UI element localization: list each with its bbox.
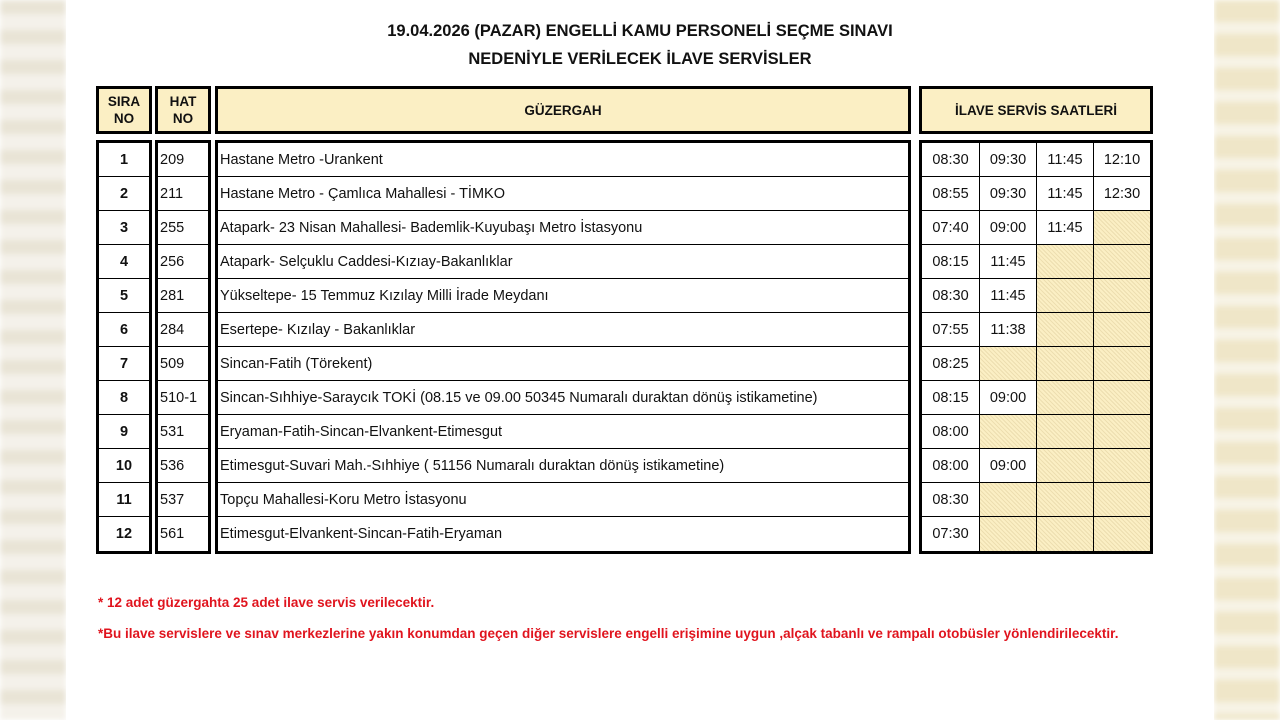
table-row-hat bbox=[158, 415, 208, 449]
document-title-line2: NEDENİYLE VERİLECEK İLAVE SERVİSLER bbox=[468, 50, 812, 68]
servis-saati-cell: 07:40 bbox=[932, 219, 969, 236]
table-row-sira bbox=[99, 279, 149, 313]
document-title-line1: 19.04.2026 (PAZAR) ENGELLİ KAMU PERSONELİ SEÇME SINAVI bbox=[387, 22, 893, 40]
column-sira bbox=[96, 140, 152, 554]
hat-no-cell: 209 bbox=[160, 151, 185, 168]
servis-saati-cell: 11:38 bbox=[979, 313, 1036, 346]
sira-no-cell: 11 bbox=[116, 491, 132, 508]
table-row-sira bbox=[99, 245, 149, 279]
table-row-hat bbox=[158, 517, 208, 551]
servis-saati-cell: 09:00 bbox=[979, 211, 1036, 244]
empty-time-cell bbox=[1093, 313, 1150, 346]
servis-saati-cell: 12:10 bbox=[1093, 143, 1150, 176]
servis-saati-cell: 08:25 bbox=[932, 355, 969, 372]
table-row-hat bbox=[158, 245, 208, 279]
servis-saati-cell: 09:30 bbox=[979, 143, 1036, 176]
table-row-sira bbox=[99, 347, 149, 381]
table-row-guzergah bbox=[218, 347, 908, 381]
empty-time-cell bbox=[979, 415, 1036, 448]
table-row-guzergah bbox=[218, 211, 908, 245]
table-row-saatler bbox=[922, 415, 1150, 449]
sira-no-cell: 4 bbox=[119, 253, 129, 270]
guzergah-cell: Topçu Mahallesi-Koru Metro İstasyonu bbox=[220, 491, 467, 508]
table-row-saatler bbox=[922, 483, 1150, 517]
header-sira-no bbox=[96, 86, 152, 134]
table-row-saatler bbox=[922, 279, 1150, 313]
empty-time-cell bbox=[1036, 279, 1093, 312]
empty-time-cell bbox=[1093, 483, 1150, 516]
servis-saati-cell: 09:00 bbox=[979, 449, 1036, 482]
hat-no-cell: 561 bbox=[160, 526, 185, 542]
table-row-guzergah bbox=[218, 449, 908, 483]
table-row-hat bbox=[158, 347, 208, 381]
empty-time-cell bbox=[1093, 279, 1150, 312]
sira-no-cell: 3 bbox=[119, 219, 129, 236]
servis-saati-cell: 11:45 bbox=[1036, 177, 1093, 210]
servis-saati-cell: 11:45 bbox=[979, 279, 1036, 312]
column-servis-saatleri bbox=[919, 140, 1153, 554]
table-row-saatler bbox=[922, 313, 1150, 347]
guzergah-cell: Yükseltepe- 15 Temmuz Kızılay Milli İrade Meydanı bbox=[220, 287, 549, 304]
note-accessible-buses: *Bu ilave servislere ve sınav merkezlerine yakın konumdan geçen diğer servislere engelli erişimine uygun ,alçak tabanlı ve rampalı otobüsler yönlendirilecektir. bbox=[98, 626, 1119, 641]
hat-no-cell: 531 bbox=[160, 423, 185, 440]
guzergah-cell: Etimesgut-Elvankent-Sincan-Fatih-Eryaman bbox=[220, 526, 503, 542]
blurred-background-right bbox=[1214, 0, 1280, 720]
hat-no-cell: 211 bbox=[160, 185, 184, 202]
table-row-saatler bbox=[922, 347, 1150, 381]
servis-saati-cell: 09:00 bbox=[979, 381, 1036, 414]
guzergah-cell: Esertepe- Kızılay - Bakanlıklar bbox=[220, 321, 416, 338]
table-row-guzergah bbox=[218, 143, 908, 177]
servis-saati-cell: 12:30 bbox=[1093, 177, 1150, 210]
hat-no-cell: 537 bbox=[160, 491, 185, 508]
guzergah-cell: Etimesgut-Suvari Mah.-Sıhhiye ( 51156 Numaralı duraktan dönüş istikametine) bbox=[220, 457, 725, 474]
guzergah-cell: Sincan-Fatih (Törekent) bbox=[220, 355, 373, 372]
document-sheet bbox=[66, 0, 1214, 720]
guzergah-cell: Sincan-Sıhhiye-Saraycık TOKİ (08.15 ve 09.00 50345 Numaralı duraktan dönüş istikametine) bbox=[220, 389, 818, 406]
header-sira-line1: SIRA bbox=[107, 94, 141, 109]
table-row-hat bbox=[158, 381, 208, 415]
column-hat bbox=[155, 140, 211, 554]
servis-saati-cell: 07:30 bbox=[932, 526, 969, 542]
table-row-sira bbox=[99, 483, 149, 517]
sira-no-cell: 1 bbox=[119, 151, 129, 168]
servis-saati-cell: 08:55 bbox=[932, 185, 969, 202]
guzergah-cell: Atapark- Selçuklu Caddesi-Kızıay-Bakanlıklar bbox=[220, 253, 513, 270]
table-row-sira bbox=[99, 177, 149, 211]
empty-time-cell bbox=[1093, 347, 1150, 380]
sira-no-cell: 12 bbox=[115, 526, 133, 542]
empty-time-cell bbox=[1093, 245, 1150, 278]
table-row-guzergah bbox=[218, 483, 908, 517]
guzergah-cell: Hastane Metro -Urankent bbox=[220, 151, 383, 168]
servis-saati-cell: 11:45 bbox=[979, 245, 1036, 278]
table-row-hat bbox=[158, 279, 208, 313]
table-row-saatler bbox=[922, 381, 1150, 415]
servis-saati-cell: 08:00 bbox=[932, 423, 969, 440]
empty-time-cell bbox=[1036, 449, 1093, 482]
empty-time-cell bbox=[1093, 449, 1150, 482]
hat-no-cell: 509 bbox=[160, 355, 185, 372]
servis-saati-cell: 07:55 bbox=[932, 321, 969, 338]
servis-saati-cell: 08:30 bbox=[932, 151, 969, 168]
table-row-saatler bbox=[922, 449, 1150, 483]
servis-saati-cell: 08:15 bbox=[932, 253, 969, 270]
empty-time-cell bbox=[979, 483, 1036, 516]
note-service-count: * 12 adet güzergahta 25 adet ilave servis verilecektir. bbox=[98, 595, 435, 610]
table-row-guzergah bbox=[218, 313, 908, 347]
servis-saati-cell: 08:30 bbox=[932, 491, 969, 508]
empty-time-cell bbox=[1036, 313, 1093, 346]
table-row-hat bbox=[158, 483, 208, 517]
table-row-saatler bbox=[922, 143, 1150, 177]
header-sira-line2: NO bbox=[113, 111, 135, 126]
column-guzergah bbox=[215, 140, 911, 554]
servis-saati-cell: 11:45 bbox=[1036, 211, 1093, 244]
header-hat-no bbox=[155, 86, 211, 134]
empty-time-cell bbox=[1093, 517, 1150, 551]
table-row-guzergah bbox=[218, 279, 908, 313]
table-row-sira bbox=[99, 415, 149, 449]
empty-time-cell bbox=[979, 517, 1036, 551]
table-row-saatler bbox=[922, 177, 1150, 211]
sira-no-cell: 8 bbox=[119, 389, 129, 406]
header-guzergah: GÜZERGAH bbox=[215, 86, 911, 134]
servis-saati-cell: 08:00 bbox=[932, 457, 969, 474]
empty-time-cell bbox=[1093, 415, 1150, 448]
sira-no-cell: 6 bbox=[119, 321, 129, 338]
header-hat-line2: NO bbox=[172, 111, 194, 126]
empty-time-cell bbox=[1036, 347, 1093, 380]
table-row-guzergah bbox=[218, 381, 908, 415]
guzergah-cell: Atapark- 23 Nisan Mahallesi- Bademlik-Kuyubaşı Metro İstasyonu bbox=[220, 219, 643, 236]
header-hat-line1: HAT bbox=[169, 94, 197, 109]
table-row-saatler bbox=[922, 245, 1150, 279]
empty-time-cell bbox=[1036, 245, 1093, 278]
table-row-guzergah bbox=[218, 177, 908, 211]
table-row-sira bbox=[99, 381, 149, 415]
table-row-hat bbox=[158, 449, 208, 483]
hat-no-cell: 510-1 bbox=[160, 389, 198, 406]
empty-time-cell bbox=[1036, 415, 1093, 448]
table-row-sira bbox=[99, 449, 149, 483]
empty-time-cell bbox=[1036, 483, 1093, 516]
table-row-sira bbox=[99, 143, 149, 177]
servis-saati-cell: 08:15 bbox=[932, 389, 969, 406]
table-row-sira bbox=[99, 313, 149, 347]
sira-no-cell: 9 bbox=[119, 423, 129, 440]
guzergah-cell: Hastane Metro - Çamlıca Mahallesi - TİMKO bbox=[220, 185, 505, 202]
hat-no-cell: 536 bbox=[160, 457, 185, 474]
hat-no-cell: 256 bbox=[160, 253, 185, 270]
table-row-hat bbox=[158, 143, 208, 177]
table-row-sira bbox=[99, 517, 149, 551]
hat-no-cell: 284 bbox=[160, 321, 185, 338]
table-row-saatler bbox=[922, 211, 1150, 245]
table-row-hat bbox=[158, 177, 208, 211]
hat-no-cell: 281 bbox=[160, 287, 185, 304]
empty-time-cell bbox=[979, 347, 1036, 380]
table-row-guzergah bbox=[218, 415, 908, 449]
servis-saati-cell: 11:45 bbox=[1036, 143, 1093, 176]
sira-no-cell: 7 bbox=[119, 355, 129, 372]
sira-no-cell: 10 bbox=[115, 457, 133, 474]
empty-time-cell bbox=[1036, 381, 1093, 414]
header-ilave-servis-saatleri: İLAVE SERVİS SAATLERİ bbox=[919, 86, 1153, 134]
table-row-hat bbox=[158, 313, 208, 347]
hat-no-cell: 255 bbox=[160, 219, 185, 236]
empty-time-cell bbox=[1093, 381, 1150, 414]
empty-time-cell bbox=[1036, 517, 1093, 551]
guzergah-cell: Eryaman-Fatih-Sincan-Elvankent-Etimesgut bbox=[220, 423, 503, 440]
table-row-guzergah bbox=[218, 245, 908, 279]
table-row-guzergah bbox=[218, 517, 908, 551]
empty-time-cell bbox=[1093, 211, 1150, 244]
table-row-hat bbox=[158, 211, 208, 245]
table-row-saatler bbox=[922, 517, 1150, 551]
blurred-background-left bbox=[0, 0, 66, 720]
sira-no-cell: 5 bbox=[119, 287, 129, 304]
servis-saati-cell: 09:30 bbox=[979, 177, 1036, 210]
table-row-sira bbox=[99, 211, 149, 245]
servis-saati-cell: 08:30 bbox=[932, 287, 969, 304]
sira-no-cell: 2 bbox=[119, 185, 129, 202]
